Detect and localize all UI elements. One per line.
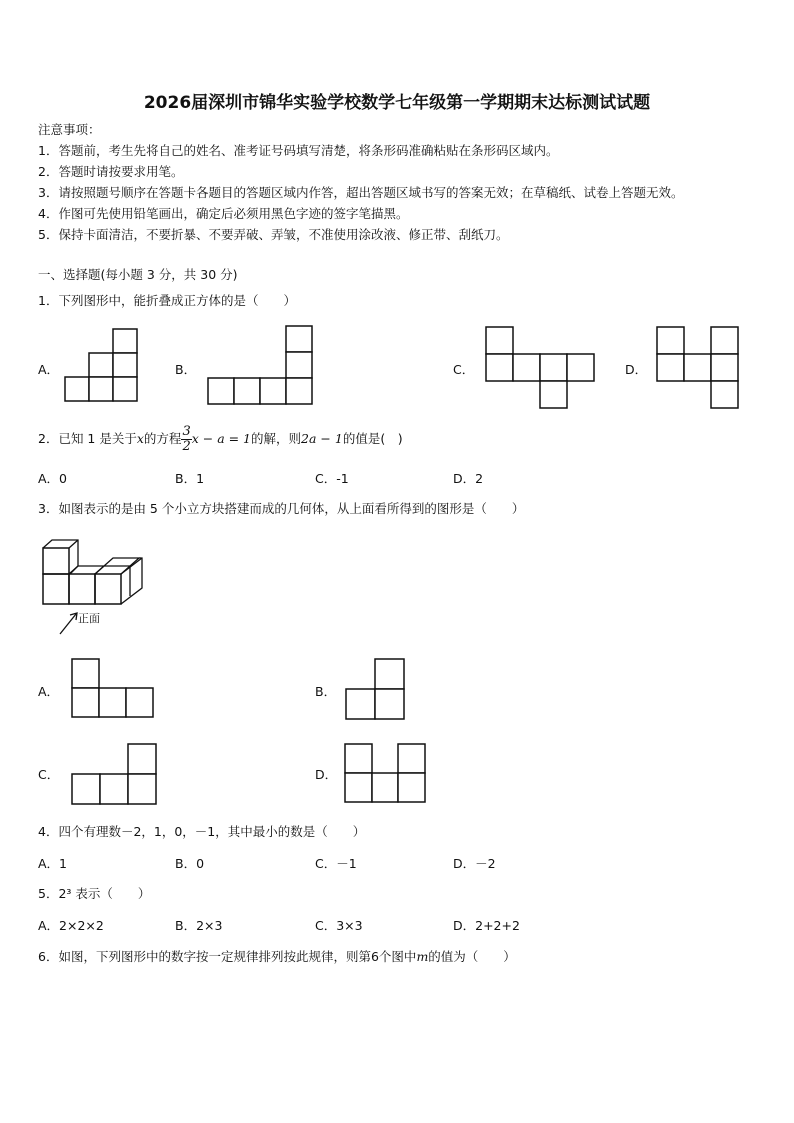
q3-label-c: C． xyxy=(38,767,60,782)
q6-stem-c: 的值为（ ） xyxy=(428,949,516,964)
note-5: 5．保持卡面清洁，不要折暴、不要弄破、弄皱，不准使用涂改液、修正带、刮纸刀。 xyxy=(38,227,509,242)
q5-option-d: D．2+2+2 xyxy=(453,918,520,933)
q2-option-a: A．0 xyxy=(38,471,68,486)
q2-equation: x − a = 1 xyxy=(191,431,252,446)
q5-stem: 5．2³ 表示（ ） xyxy=(38,886,151,901)
q6-stem xyxy=(38,947,516,965)
q2-option-d: D．2 xyxy=(453,471,484,486)
notes-heading: 注意事项： xyxy=(38,122,101,137)
q3-label-a: A． xyxy=(38,684,60,699)
q2-stem-d: 的值是( ) xyxy=(342,431,403,446)
page-title: 2026届深圳市锦华实验学校数学七年级第一学期期末达标测试试题 xyxy=(143,93,651,113)
q3-front-label: 正面 xyxy=(78,612,100,625)
q5-option-c: C．3×3 xyxy=(315,918,363,933)
q3-stem: 3．如图表示的是由 5 个小立方块搭建而成的几何体，从上面看所得到的图形是（ ） xyxy=(38,501,525,516)
q6-stem-a: 6．如图，下列图形中的数字按一定规律排列按此规律，则第 xyxy=(38,949,371,964)
q4-option-d: D．－2 xyxy=(453,856,496,871)
q1-label-b: B． xyxy=(175,362,197,377)
q4-option-b: B．0 xyxy=(175,856,205,871)
q2-option-b: B．1 xyxy=(175,471,205,486)
q2-frac-den: 2 xyxy=(182,439,191,454)
q2-stem-b: 的方程 xyxy=(143,431,182,446)
q2-stem-c: 的解，则 xyxy=(251,431,302,446)
section-heading: 一、选择题(每小题 3 分，共 30 分) xyxy=(38,267,238,282)
q1-label-a: A． xyxy=(38,362,60,377)
q3-label-d: D． xyxy=(315,767,338,782)
note-3: 3．请按照题号顺序在答题卡各题目的答题区域内作答，超出答题区域书写的答案无效；在草稿纸、试卷上答题无效。 xyxy=(38,185,684,200)
q1-stem: 1．下列图形中，能折叠成正方体的是（ ） xyxy=(38,293,296,308)
q2-expression: 2a − 1 xyxy=(301,431,343,446)
q6-stem-b: 个图中 xyxy=(378,949,417,964)
q3-label-b: B． xyxy=(315,684,337,699)
q1-label-c: C． xyxy=(453,362,475,377)
q2-option-c: C．-1 xyxy=(315,471,349,486)
q4-option-a: A．1 xyxy=(38,856,68,871)
note-4: 4．作图可先使用铅笔画出，确定后必须用黑色字迹的签字笔描黑。 xyxy=(38,206,409,221)
q5-option-b: B．2×3 xyxy=(175,918,223,933)
q4-option-c: C．－1 xyxy=(315,856,357,871)
q2-var-x: x xyxy=(136,431,144,446)
q2-stem-a: 2．已知 1 是关于 xyxy=(38,431,137,446)
note-1: 1．答题前，考生先将自己的姓名、准考证号码填写清楚，将条形码准确粘贴在条形码区域内。 xyxy=(38,143,559,158)
q1-label-d: D． xyxy=(625,362,648,377)
q5-option-a: A．2×2×2 xyxy=(38,918,104,933)
q6-number: 6 xyxy=(370,949,379,964)
note-2: 2．答题时请按要求用笔。 xyxy=(38,164,184,179)
q4-stem: 4．四个有理数－2，1，0，－1，其中最小的数是（ ） xyxy=(38,824,366,839)
q6-variable: m xyxy=(416,949,429,964)
q2-frac-num: 3 xyxy=(182,424,191,439)
